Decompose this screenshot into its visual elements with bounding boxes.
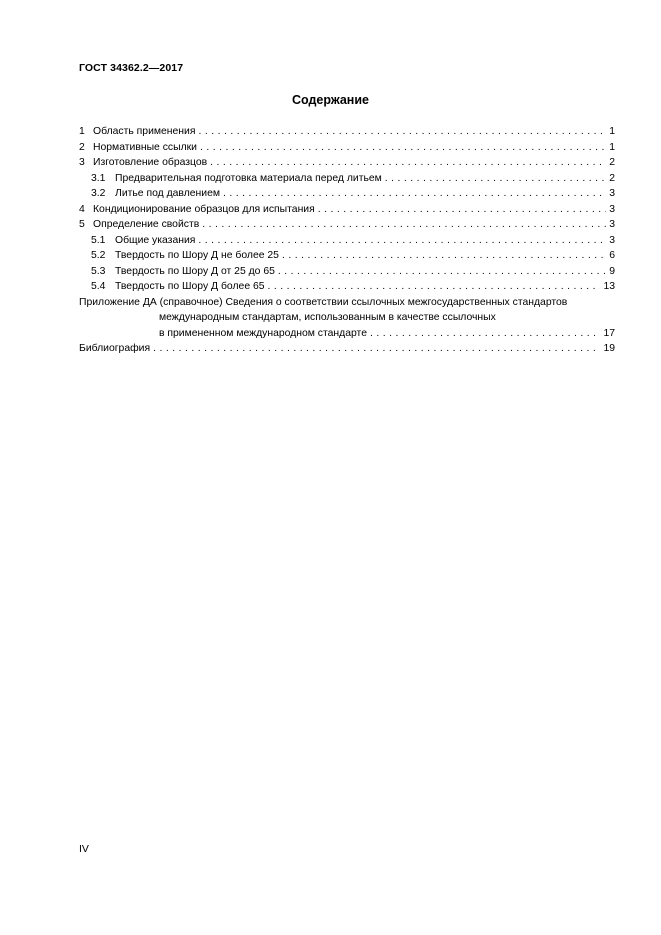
toc-entry-number: 3 [79,157,85,168]
toc-entry-page: 3 [609,234,615,246]
toc-entry-number: 5 [79,219,85,230]
toc-entry-page: 19 [603,343,615,354]
toc-entry-number: 5.4 [91,281,106,292]
toc-entry-2[interactable] [79,140,615,156]
toc-leader-dots [153,341,600,357]
toc-entry-page: 2 [609,157,615,168]
toc-leader-dots [223,186,606,202]
table-of-contents [79,124,615,357]
toc-entry-3-1[interactable] [79,171,615,187]
toc-entry-5[interactable] [79,217,615,233]
toc-entry-3-2[interactable] [79,186,615,202]
toc-leader-dots [200,140,606,156]
toc-entry-page: 2 [609,172,615,184]
toc-entry-page: 1 [609,126,615,137]
toc-entry-label: Область применения [93,126,196,137]
toc-leader-dots [202,217,606,233]
toc-entry-4[interactable] [79,202,615,218]
toc-entry-3[interactable] [79,155,615,171]
toc-entry-number: 5.2 [91,250,106,261]
toc-entry-page: 1 [609,141,615,153]
toc-entry-number: 3.1 [91,172,106,184]
toc-entry-page: 9 [609,265,615,277]
toc-leader-dots [198,233,606,249]
toc-leader-dots [198,124,606,140]
toc-leader-dots [370,326,600,342]
toc-entry-number: 1 [79,126,85,137]
toc-entry-page: 3 [609,203,615,215]
toc-entry-label: Твердость по Шору Д от 25 до 65 [115,265,275,277]
toc-entry-number: 2 [79,141,85,153]
page-number: IV [79,843,89,855]
toc-entry-bibliography[interactable] [79,341,615,357]
toc-entry-page: 3 [609,219,615,230]
toc-leader-dots [385,171,606,187]
toc-entry-label: Общие указания [115,234,196,246]
toc-entry-number: 5.1 [91,234,106,246]
toc-leader-dots [318,202,606,218]
toc-leader-dots [278,264,606,280]
toc-entry-label: Твердость по Шору Д более 65 [115,281,265,292]
appendix-title-line-3: в примененном международном стандарте [159,327,367,339]
toc-entry-label: Литье под давлением [115,188,221,199]
toc-entry-label: Предварительная подготовка материала перед литьем [115,172,382,184]
toc-entry-5-1[interactable] [79,233,615,249]
toc-entry-number: 4 [79,203,85,215]
toc-entry-label: Определение свойств [93,219,200,230]
toc-entry-label: Изготовление образцов [93,157,208,168]
toc-entry-1[interactable] [79,124,615,140]
document-code: ГОСТ 34362.2—2017 [79,62,184,74]
toc-entry-label: Кондиционирование образцов для испытания [93,203,315,215]
appendix-title-line-1: Приложение ДА (справочное) Сведения о соответствии ссылочных межгосударственных стандартов [79,296,568,308]
toc-entry-page: 17 [603,327,615,339]
toc-entry-page: 6 [609,250,615,261]
toc-entry-page: 3 [609,188,615,199]
toc-entry-number: 3.2 [91,188,106,199]
toc-entry-5-4[interactable] [79,279,615,295]
toc-entry-label: Библиография [79,343,151,354]
toc-entry-appendix-da[interactable] [79,295,615,342]
toc-entry-5-3[interactable] [79,264,615,280]
toc-entry-label: Нормативные ссылки [93,141,197,153]
toc-leader-dots [210,155,606,171]
toc-entry-5-2[interactable] [79,248,615,264]
toc-entry-label: Твердость по Шору Д не более 25 [115,250,279,261]
toc-entry-number: 5.3 [91,265,106,277]
page-title: Содержание [291,93,369,107]
toc-leader-dots [268,279,601,295]
toc-leader-dots [282,248,606,264]
toc-entry-page: 13 [603,281,615,292]
appendix-title-line-2: международным стандартам, использованным в качестве ссылочных [159,312,496,323]
